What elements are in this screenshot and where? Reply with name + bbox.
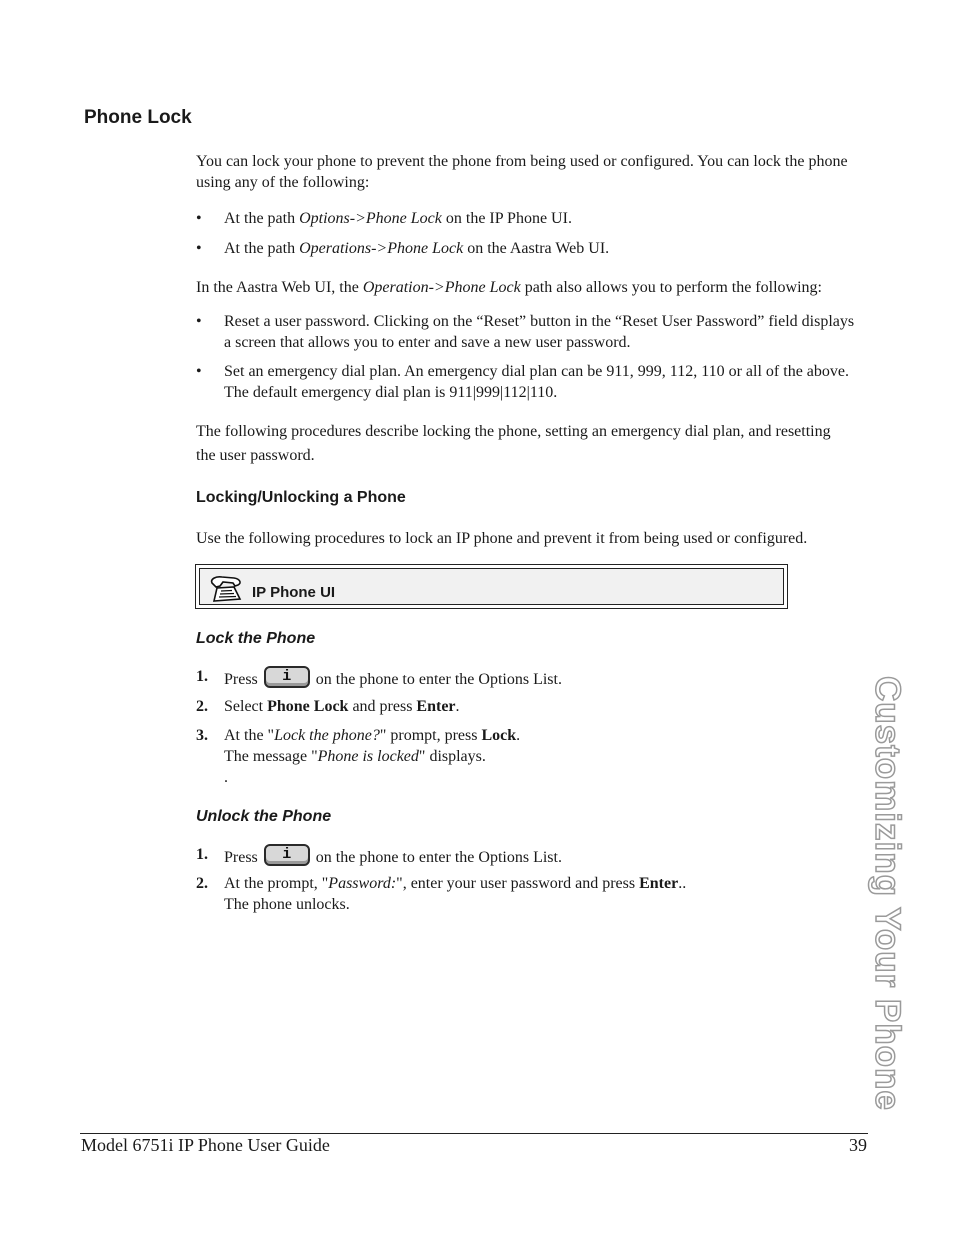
step-text: " displays. <box>418 748 486 765</box>
step-text: on the phone to enter the Options List. <box>315 671 562 688</box>
unlock-title: Unlock the Phone <box>196 808 332 825</box>
step-text: .. <box>678 875 687 892</box>
step-number: 2. <box>196 698 208 715</box>
lock-step-3 <box>196 725 876 788</box>
webui-suffix: path also allows you to perform the following: <box>520 279 822 296</box>
options-key-icon <box>264 666 310 688</box>
chapter-tab-label: Customizing Your Phone <box>868 676 907 1111</box>
step-text: At the prompt, " <box>224 875 329 892</box>
list-item <box>196 208 876 229</box>
step-number: 2. <box>196 875 208 892</box>
step-text: . <box>516 727 521 744</box>
step-text: on the phone to enter the Options List. <box>315 849 562 866</box>
subsection-intro: Use the following procedures to lock an IP phone and prevent it from being used or configured. <box>196 530 808 547</box>
key-name: Lock <box>481 727 517 744</box>
key-label: i <box>282 668 292 685</box>
step-text: and press <box>348 698 417 715</box>
menu-item-name: Phone Lock <box>267 698 349 715</box>
intro-paragraph: You can lock your phone to prevent the phone from being used or configured. You can lock the phone using any of the following: <box>196 153 848 191</box>
chapter-side-tab <box>868 676 908 1110</box>
webui-paragraph <box>196 277 876 298</box>
list-item <box>196 238 876 259</box>
path-suffix: on the IP Phone UI. <box>441 210 572 227</box>
step-text: " prompt, press <box>379 727 482 744</box>
list-item <box>196 361 876 403</box>
path-prefix: At the path <box>224 240 300 257</box>
step-text: . <box>455 698 460 715</box>
phone-icon <box>208 575 244 603</box>
message-text: Phone is locked <box>317 748 419 765</box>
footer-divider <box>80 1133 868 1134</box>
step-number: 1. <box>196 668 208 685</box>
ip-phone-ui-banner <box>195 564 788 609</box>
step-text: . <box>224 769 228 786</box>
menu-path: Options->Phone Lock <box>299 210 442 227</box>
path-suffix: on the Aastra Web UI. <box>463 240 610 257</box>
step-text: The message " <box>224 748 318 765</box>
list-item-text: Reset a user password. Clicking on the “Reset” button in the “Reset User Password” field displays a screen that allows you to enter and save a new user password. <box>224 313 855 351</box>
lock-step-1 <box>196 666 876 688</box>
unlock-step-2 <box>196 873 876 915</box>
list-item <box>196 311 876 353</box>
step-text: ", enter your user password and press <box>396 875 640 892</box>
step-number: 3. <box>196 727 208 744</box>
section-title: Phone Lock <box>84 107 192 128</box>
bullet-marker: • <box>196 363 202 380</box>
key-name: Enter <box>639 875 679 892</box>
path-prefix: At the path <box>224 210 300 227</box>
bullet-marker: • <box>196 240 202 257</box>
step-text: The phone unlocks. <box>224 896 350 913</box>
prompt-text: Lock the phone? <box>274 727 380 744</box>
key-name: Enter <box>416 698 456 715</box>
webui-prefix: In the Aastra Web UI, the <box>196 279 363 296</box>
menu-path: Operations->Phone Lock <box>299 240 464 257</box>
step-number: 1. <box>196 846 208 863</box>
lock-step-2 <box>196 696 876 717</box>
subsection-title: Locking/Unlocking a Phone <box>196 489 406 506</box>
lock-title: Lock the Phone <box>196 630 316 647</box>
step-text: Press <box>224 671 258 688</box>
page-number: 39 <box>849 1135 867 1155</box>
footer-guide-title: Model 6751i IP Phone User Guide <box>81 1135 330 1155</box>
menu-path: Operation->Phone Lock <box>362 279 521 296</box>
prompt-text: Password: <box>328 875 397 892</box>
step-text: At the " <box>224 727 275 744</box>
bullet-marker: • <box>196 210 202 227</box>
key-label: i <box>282 846 292 863</box>
bullet-marker: • <box>196 313 202 330</box>
banner-inner <box>199 568 784 605</box>
procedures-paragraph: The following procedures describe locking the phone, setting an emergency dial plan, and resetting the user password. <box>196 423 831 464</box>
step-text: Press <box>224 849 258 866</box>
list-item-text: Set an emergency dial plan. An emergency dial plan can be 911, 999, 112, 110 or all of the above. The default emergency dial plan is 911|999|112|110. <box>224 363 849 401</box>
banner-label: IP Phone UI <box>252 584 336 601</box>
options-key-icon <box>264 844 310 866</box>
unlock-step-1 <box>196 844 876 866</box>
step-text: Select <box>224 698 268 715</box>
